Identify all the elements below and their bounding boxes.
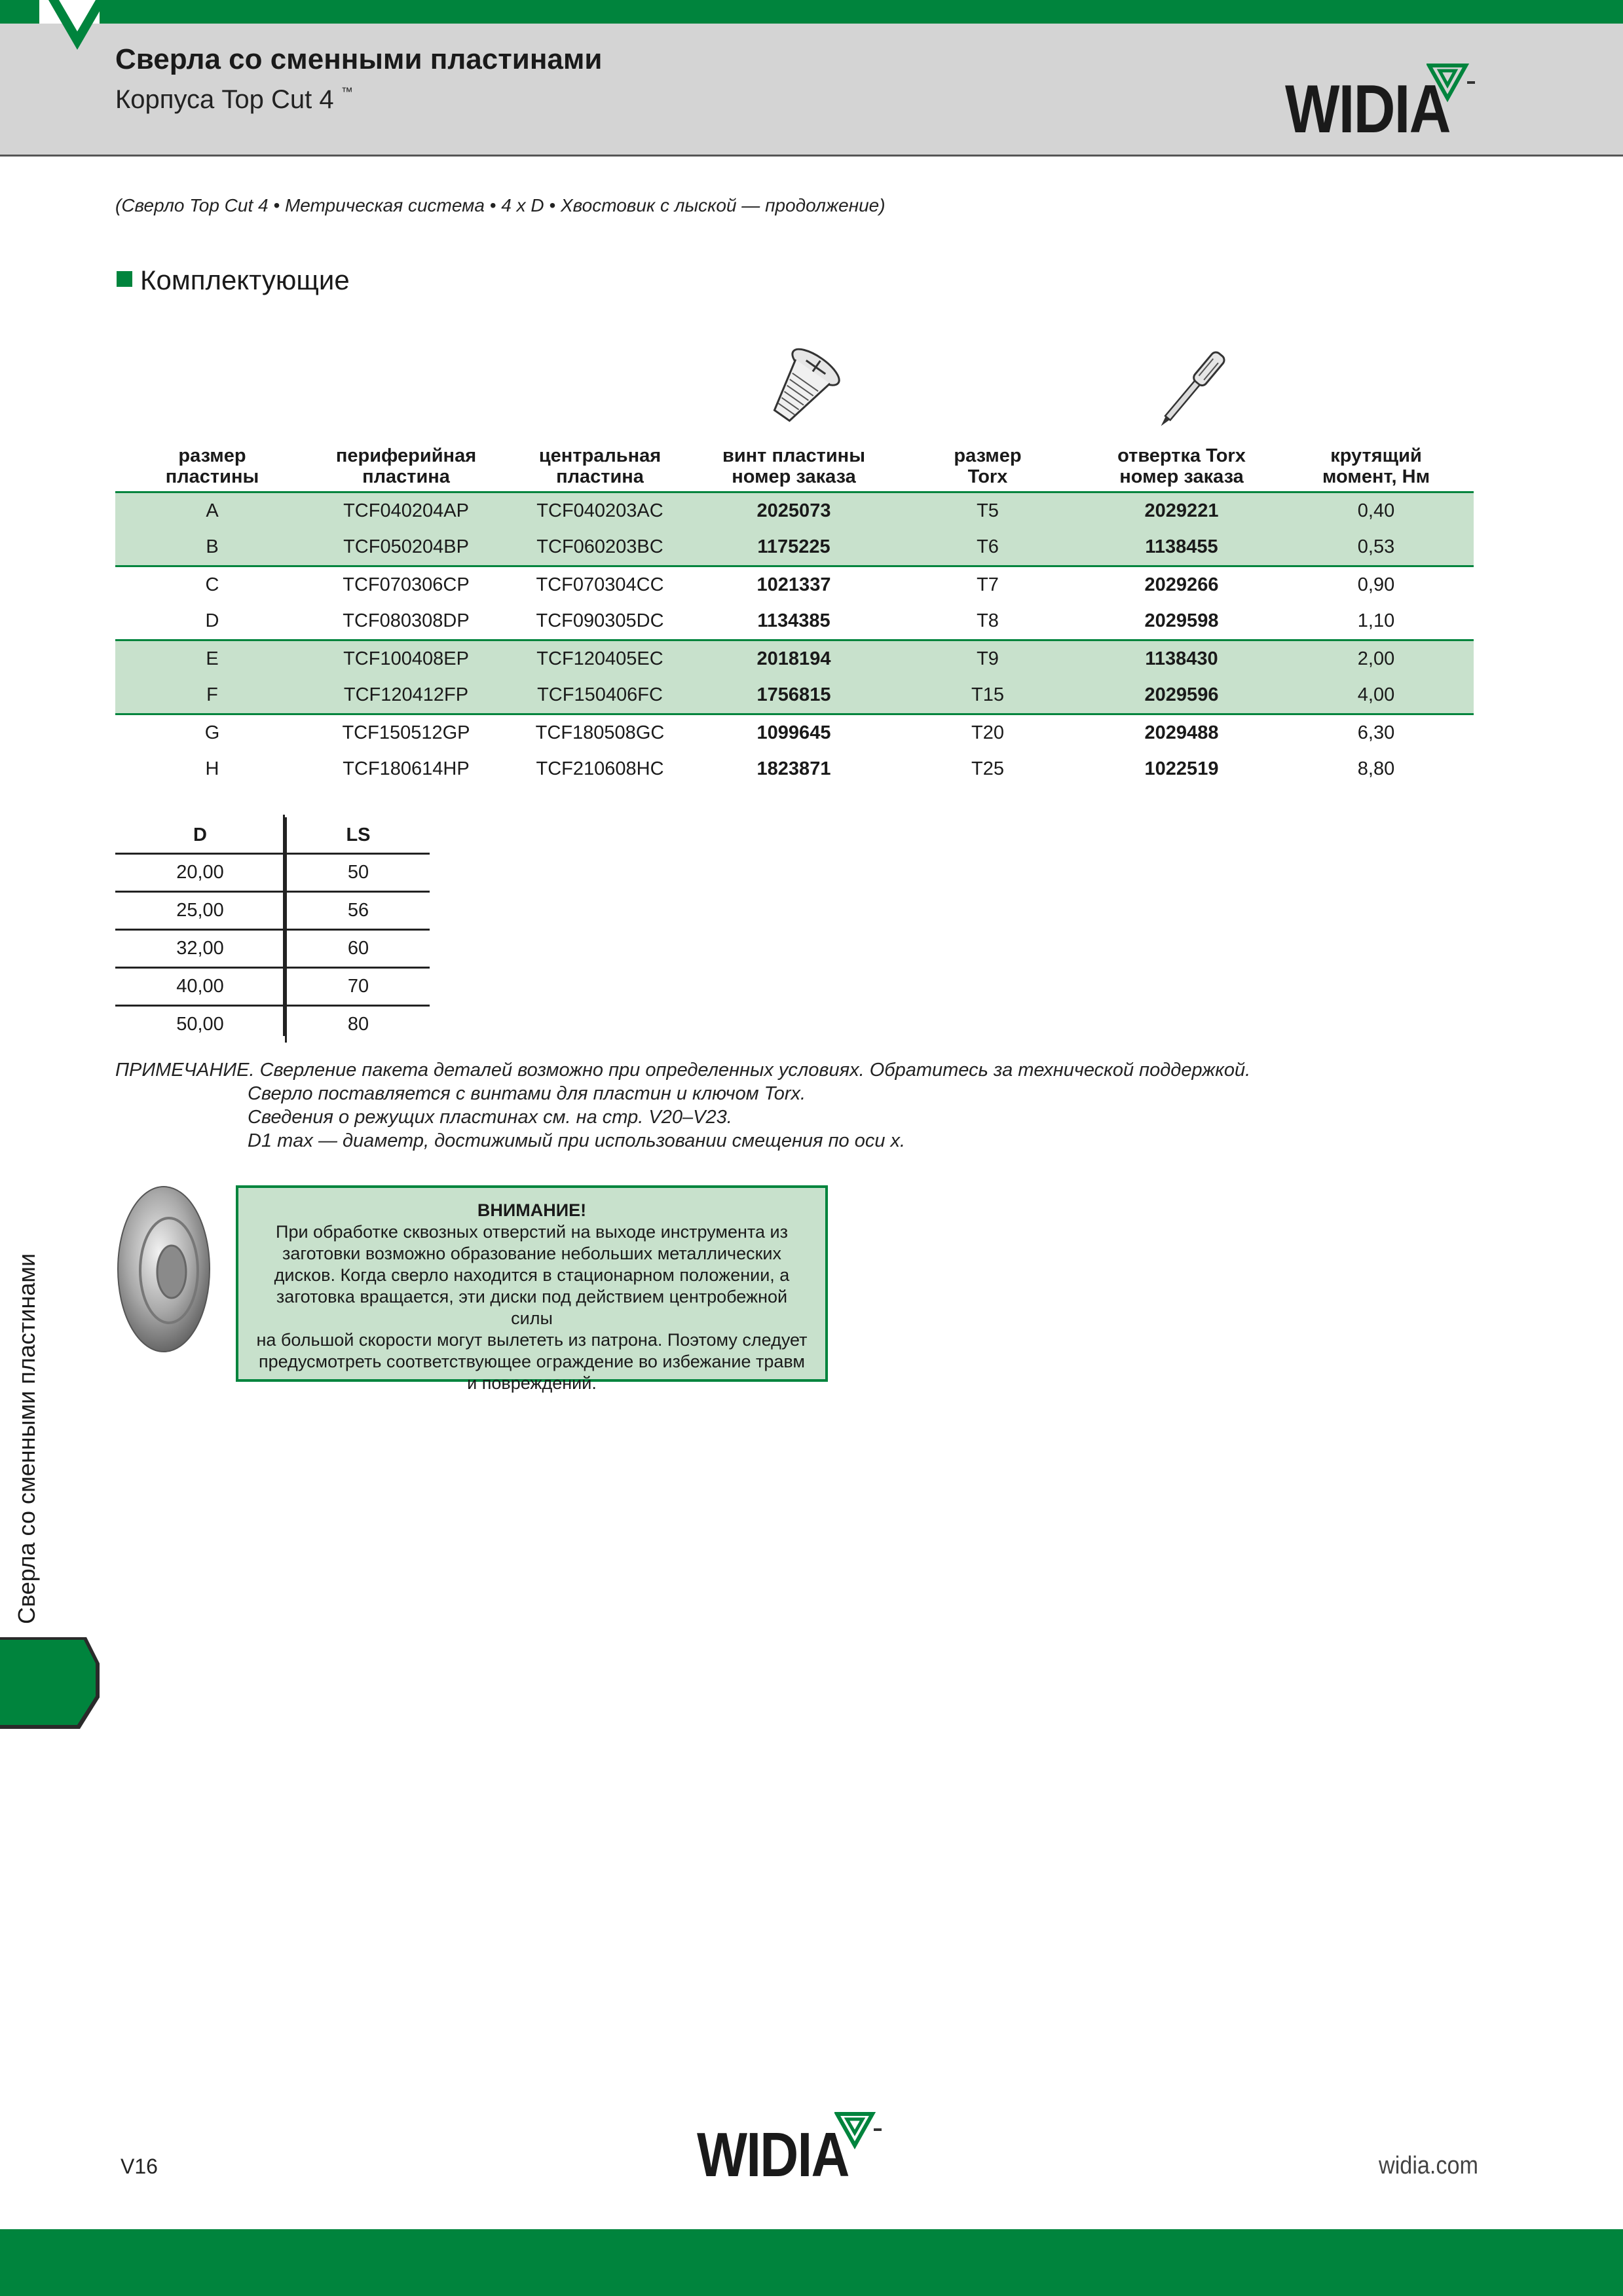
top-green-bar (0, 0, 1623, 24)
cell-peripheral-insert: TCF050204BP (309, 529, 503, 566)
screw-icon (745, 347, 850, 439)
table-row (115, 677, 1474, 714)
cell-d: 20,00 (115, 854, 286, 892)
cell-torque: 4,00 (1278, 677, 1474, 714)
cell-torque: 8,80 (1357, 758, 1395, 779)
cell-screw-order-no: 1756815 (697, 677, 891, 714)
warning-line: дисков. Когда сверло находится в стационарном положении, а (274, 1265, 790, 1285)
cell-insert-size: C (205, 574, 219, 595)
header-corner-triangle-icon (37, 0, 115, 59)
table-row (115, 566, 1474, 604)
warning-line: При обработке сквозных отверстий на выходе инструмента из (276, 1222, 788, 1242)
page-number: V16 (121, 2155, 158, 2178)
warning-title: ВНИМАНИЕ! (477, 1200, 587, 1220)
cell-ls: 70 (286, 968, 430, 1006)
series-note: (Сверло Top Cut 4 • Метрическая система • 4 x D • Хвостовик с лыской — продолжение) (115, 195, 886, 215)
cell-driver-order-no: 2029488 (1144, 722, 1219, 743)
table-row (115, 968, 430, 1006)
col-header-torx-size: размер Torx (891, 445, 1085, 492)
cell-d: 40,00 (115, 968, 286, 1006)
cell-peripheral-insert: TCF040204AP (309, 492, 503, 530)
d-ls-table (115, 817, 430, 1043)
cell-ls: 60 (286, 930, 430, 968)
col-header-insert-screw: винт пластины номер заказа (697, 445, 891, 492)
note-line: D1 max — диаметр, достижимый при использовании смещения по оси x. (248, 1130, 906, 1151)
col-header-central-insert: центральная пластина (503, 445, 697, 492)
cell-driver-order-no: 2029266 (1144, 574, 1219, 595)
note-line: Сведения о режущих пластинах см. на стр. V20–V23. (248, 1107, 732, 1128)
accessories-table (115, 445, 1474, 787)
cell-peripheral-insert: TCF080308DP (309, 603, 503, 640)
cell-driver-order-no: 1138455 (1085, 529, 1278, 566)
col-header-peripheral-insert: периферийная пластина (309, 445, 503, 492)
section-bullet (117, 271, 132, 287)
cell-torx-size: T25 (971, 758, 1004, 779)
section-title: Комплектующие (140, 265, 350, 295)
cell-screw-order-no: 1823871 (756, 758, 831, 779)
cell-central-insert: TCF060203BC (503, 529, 697, 566)
cell-torque: 1,10 (1278, 603, 1474, 640)
cell-central-insert: TCF180508GC (535, 722, 665, 743)
cell-driver-order-no: 2029221 (1085, 492, 1278, 530)
cell-torx-size: T6 (891, 529, 1085, 566)
col-header-torx-driver: отвертка Torx номер заказа (1085, 445, 1278, 492)
metal-disc-image (117, 1184, 211, 1354)
page-subtitle: Корпуса Top Cut 4 ™ (115, 85, 353, 114)
cell-ls: 56 (286, 892, 430, 930)
cell-insert-size: G (204, 722, 220, 743)
cell-ls: 80 (347, 1014, 369, 1035)
cell-insert-size: A (115, 492, 309, 530)
cell-peripheral-insert: TCF120412FP (309, 677, 503, 714)
warning-line: и повреждений. (467, 1373, 597, 1393)
cell-central-insert: TCF210608HC (536, 758, 664, 779)
cell-peripheral-insert: TCF100408EP (309, 640, 503, 678)
widia-logo-mark-icon (834, 2110, 884, 2153)
bottom-green-bar (0, 2229, 1623, 2296)
cell-peripheral-insert: TCF150512GP (342, 722, 470, 743)
warning-line: заготовки возможно образование небольших металлических (282, 1244, 782, 1263)
cell-driver-order-no: 1022519 (1144, 758, 1219, 779)
website-link[interactable]: widia.com (1379, 2152, 1479, 2179)
cell-insert-size: E (115, 640, 309, 678)
note-line: ПРИМЕЧАНИЕ. Сверление пакета деталей возможно при определенных условиях. Обратитесь за технической поддержкой. (115, 1060, 1251, 1081)
page-title: Сверла со сменными пластинами (115, 43, 603, 75)
col-header-ls: LS (286, 817, 430, 854)
table-row (115, 854, 430, 892)
table-row (115, 714, 1474, 752)
table-divider (283, 815, 285, 1036)
col-header-insert-size: размер пластины (115, 445, 309, 492)
cell-peripheral-insert: TCF070306CP (343, 574, 470, 595)
cell-driver-order-no: 2029598 (1085, 603, 1278, 640)
cell-d: 25,00 (115, 892, 286, 930)
cell-insert-size: F (115, 677, 309, 714)
notes-block (115, 1058, 1250, 1153)
cell-driver-order-no: 2029596 (1085, 677, 1278, 714)
cell-ls: 50 (286, 854, 430, 892)
table-row (115, 529, 1474, 566)
cell-torx-size: T7 (977, 574, 999, 595)
cell-central-insert: TCF090305DC (503, 603, 697, 640)
warning-line: предусмотреть соответствующее ограждение во избежание травм (259, 1352, 805, 1371)
table-row (115, 930, 430, 968)
cell-torx-size: T9 (891, 640, 1085, 678)
cell-d: 32,00 (115, 930, 286, 968)
cell-screw-order-no: 1175225 (697, 529, 891, 566)
cell-central-insert: TCF040203AC (503, 492, 697, 530)
cell-driver-order-no: 1138430 (1085, 640, 1278, 678)
cell-torx-size: T5 (891, 492, 1085, 530)
cell-screw-order-no: 2018194 (697, 640, 891, 678)
cell-torque: 0,40 (1278, 492, 1474, 530)
cell-screw-order-no: 1099645 (756, 722, 831, 743)
cell-insert-size: H (205, 758, 219, 779)
side-tab-label: Сверла со сменными пластинами (13, 1253, 40, 1624)
table-row (115, 751, 1474, 787)
cell-torque: 0,53 (1278, 529, 1474, 566)
cell-central-insert: TCF120405EC (503, 640, 697, 678)
cell-torx-size: T8 (891, 603, 1085, 640)
cell-screw-order-no: 1134385 (697, 603, 891, 640)
table-header-row (115, 817, 430, 854)
cell-torque: 0,90 (1357, 574, 1395, 595)
widia-logo-bottom: WIDIA (697, 2120, 849, 2190)
table-row (115, 892, 430, 930)
warning-line: на большой скорости могут вылететь из патрона. Поэтому следует (256, 1330, 808, 1350)
col-header-d: D (115, 817, 286, 854)
cell-central-insert: TCF070304CC (536, 574, 664, 595)
table-row (115, 1006, 430, 1043)
cell-insert-size: B (115, 529, 309, 566)
cell-torque: 6,30 (1357, 722, 1395, 743)
table-row (115, 603, 1474, 640)
note-line: Сверло поставляется с винтами для пластин и ключом Torx. (248, 1083, 806, 1104)
widia-logo-top: WIDIA (1285, 71, 1450, 147)
table-header-row (115, 445, 1474, 492)
cell-d: 50,00 (115, 1006, 286, 1043)
cell-screw-order-no: 2025073 (697, 492, 891, 530)
table-row (115, 640, 1474, 678)
warning-box (236, 1185, 828, 1393)
col-header-torque: крутящий момент, Нм (1278, 445, 1474, 492)
screwdriver-icon (1140, 347, 1238, 439)
cell-screw-order-no: 1021337 (756, 574, 831, 595)
cell-insert-size: D (115, 603, 309, 640)
warning-line: заготовка вращается, эти диски под действием центробежной силы (276, 1287, 788, 1328)
side-tab-marker (0, 1635, 105, 1733)
cell-central-insert: TCF150406FC (503, 677, 697, 714)
cell-torx-size: T15 (891, 677, 1085, 714)
trademark-mark: ™ (341, 85, 353, 98)
cell-torque: 2,00 (1278, 640, 1474, 678)
cell-peripheral-insert: TCF180614HP (343, 758, 470, 779)
table-row (115, 492, 1474, 530)
widia-logo-mark-icon (1427, 62, 1479, 107)
cell-torx-size: T20 (971, 722, 1004, 743)
